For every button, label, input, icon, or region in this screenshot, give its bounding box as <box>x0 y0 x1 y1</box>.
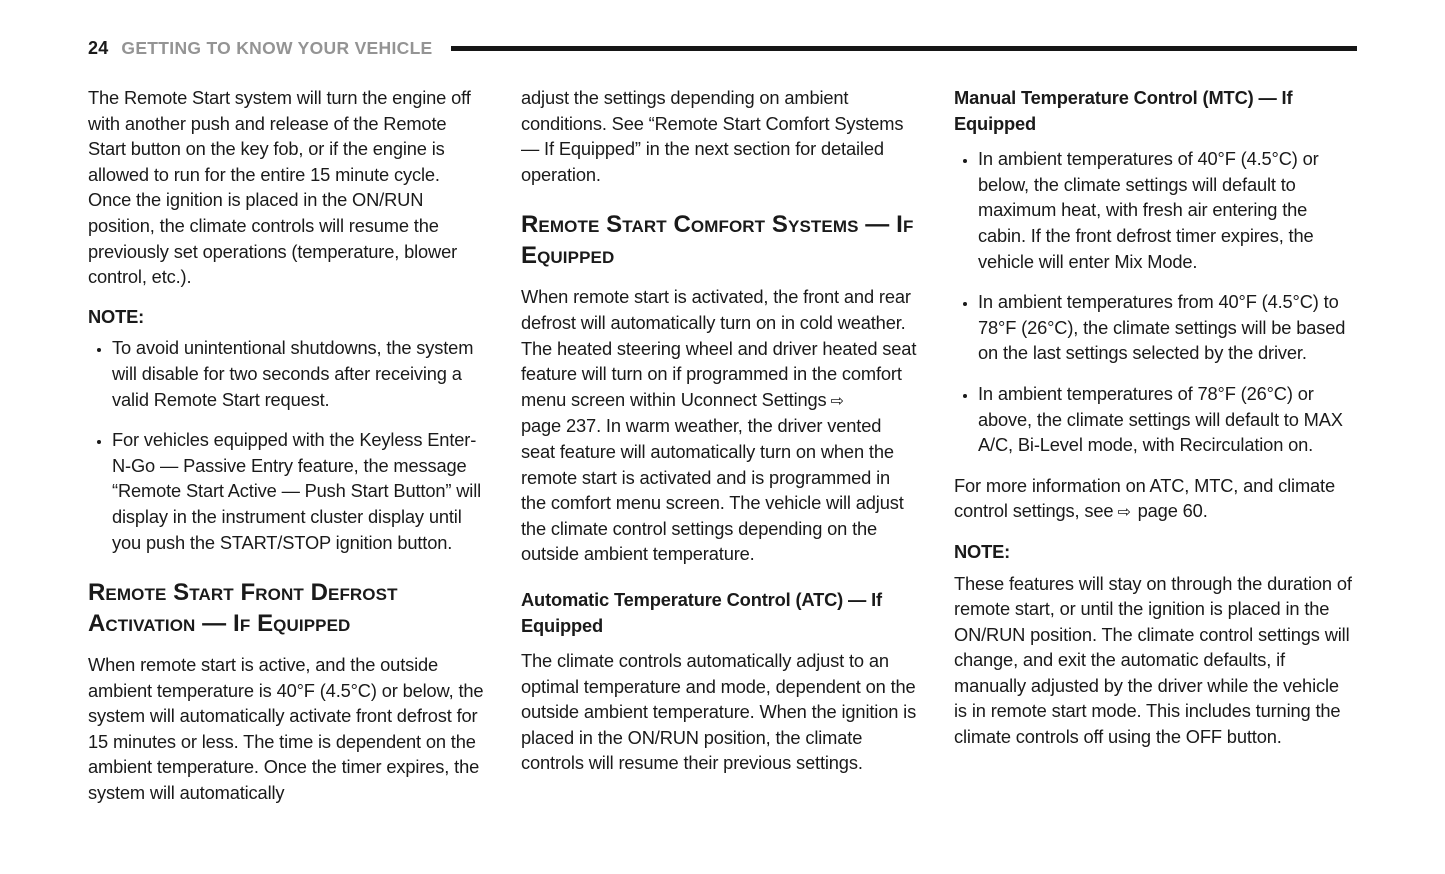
page-content <box>0 59 1445 820</box>
note-label: NOTE: <box>954 540 1011 562</box>
subheading-mtc: Manual Temperature Control (MTC) — If Equipped <box>954 87 1293 134</box>
list-item: • For vehicles equipped with the Keyless Enter-N-Go — Passive Entry feature, the message “Remote Start Active — Push Start Button” will display in the instrument cluster display until you push the START/STOP ignition button. <box>112 427 486 555</box>
subheading-atc: Automatic Temperature Control (ATC) — If Equipped <box>521 588 882 636</box>
page-ref-60[interactable]: page 60 <box>1137 500 1203 522</box>
paragraph-front-defrost-activation: When remote start is active, and the outside ambient temperature is 40°F (4.5°C) or below, the system will automatically activate front defrost for 15 minutes or less. The time is dependent on the ambient temperature. Once the timer expires, the system will automatically <box>88 654 484 804</box>
paragraph-atc: The climate controls automatically adjust to an optimal temperature and mode, dependent on the outside ambient temperature. When the ignition is placed in the ON/RUN position, the climate controls will resume their previous settings. <box>521 650 917 774</box>
paragraph-text: . <box>1202 500 1208 522</box>
column-3 <box>954 85 1352 820</box>
section-heading-remote-start-comfort-systems: Remote Start Comfort Systems — If Equipped <box>521 211 914 270</box>
column-2 <box>521 85 919 820</box>
list-item: • In ambient temperatures of 78°F (26°C) or above, the climate settings will default to MAX A/C, Bi-Level mode, with Recirculation on. <box>978 381 1352 458</box>
paragraph-remote-start-engine-off: The Remote Start system will turn the engine off with another push and release of the Remote Start button on the key fob, or if the engine is allowed to run for the entire 15 minute cycle. Once the ignition is placed in the ON/RUN position, the climate controls will resume the previously set operations (temperature, blower control, etc.). <box>88 87 471 288</box>
column-1 <box>88 85 486 820</box>
paragraph-comfort-systems <box>521 284 919 567</box>
list-item: • To avoid unintentional shutdowns, the system will disable for two seconds after receiving a valid Remote Start request. <box>112 335 486 412</box>
paragraph-adjust-settings: adjust the settings depending on ambient conditions. See “Remote Start Comfort Systems — If Equipped” in the next section for detailed operation. <box>521 87 904 185</box>
note-bullet-list <box>88 335 486 555</box>
note-label: NOTE: <box>88 305 145 327</box>
page-number: 24 <box>88 38 109 58</box>
chapter-title: GETTING TO KNOW YOUR VEHICLE <box>121 38 433 58</box>
header-rule <box>451 46 1357 51</box>
list-item: • In ambient temperatures of 40°F (4.5°C) or below, the climate settings will default to maximum heat, with fresh air entering the cabin. If the front defrost timer expires, the vehicle will enter Mix Mode. <box>978 146 1352 274</box>
paragraph-more-info <box>954 473 1352 525</box>
page-ref-arrow-icon: ⇨ <box>1117 502 1131 522</box>
page-header <box>0 0 1445 59</box>
note-text: These features will stay on through the duration of remote start, or until the ignition is placed in the ON/RUN position. The climate control settings will change, and exit the automatic defaults, if manually adjusted by the driver while the vehicle is in remote start mode. This includes turning the climate controls off using the OFF button. <box>954 572 1352 748</box>
page-ref-arrow-icon: ⇨ <box>830 390 844 410</box>
section-heading-remote-start-front-defrost: Remote Start Front Defrost Activation — If Equipped <box>88 579 398 638</box>
paragraph-text: When remote start is activated, the front and rear defrost will automatically turn on in cold weather. The heated steering wheel and driver heated seat feature will turn on if programmed in the comfort menu screen within Uconnect Settings <box>521 286 917 410</box>
list-item: • In ambient temperatures from 40°F (4.5°C) to 78°F (26°C), the climate settings will be based on the last settings selected by the driver. <box>978 289 1352 366</box>
page-ref-237[interactable]: page 237 <box>521 415 597 437</box>
paragraph-text: For more information on ATC, MTC, and climate control settings, see <box>954 474 1336 522</box>
mtc-bullet-list <box>954 146 1352 458</box>
paragraph-text: . In warm weather, the driver vented seat feature will automatically turn on when the remote start is activated and is programmed in the comfort menu screen. The vehicle will adjust the climate control settings depending on the outside ambient temperature. <box>521 415 904 565</box>
